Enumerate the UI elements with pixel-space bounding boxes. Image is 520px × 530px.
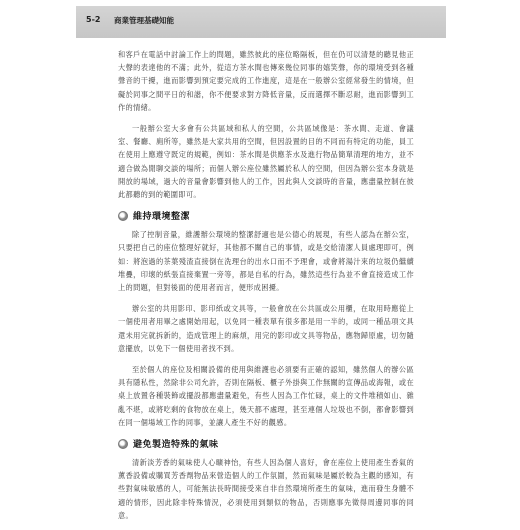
paragraph: 至於個人的座位及相關設備的使用與維護也必須要有正確的認知，雖然個人的辦公區具有隱私性，然除非公司允許，否則在隔板、櫃子外掛與工作無關的宣傳品或海報，或在桌上放置各種裝飾或擺設都應盡量避免，有些人因為工作忙碌，桌上的文件堆積如山、雜亂不堪，或將吃剩的食物放在桌上，幾天都不處理，甚至連個人垃圾也不倒，都會影響到在同一個場域工作的同事，並讓人產生不好的觀感。 — [118, 365, 414, 427]
paragraph: 和客戶在電話中討論工作上的問題，雖然彼此的座位略隔板，但在仍可以清楚的聽見他正大聲的表達他的不滿；此外，從這方茶水間也傳來幾位同事的嬉笑聲，你的環境受到各種聲音的干擾，進而影響到預定要完成的工作進度，這是在一般辦公室經常發生的情境，但礙於同事之間平日的和諧，你不便要求對方降低音量，反而選擇不斷忍耐，進而影響到工作的情緒。 — [118, 50, 414, 112]
section-heading — [118, 437, 414, 450]
paragraph: 除了控制音量，維護辦公環境的整潔舒適也是公德心的展現，有些人認為在辦公室，只要把自己的座位整理好就好，其他都不關自己的事情，或是交給清潔人員處理即可，例如：將泡過的茶葉殘渣直接倒在洗理台的出水口而不予理會，或會將湯汁來的垃圾仍繼續堆疊，印壞的紙張直接棄置一旁等，都是自私的行為，雖然這些行為並不會直接造成工作上的問題，但對後面的使用者而言，便形成困擾。 — [118, 230, 414, 293]
section-title: 維持環境整潔 — [133, 212, 191, 223]
body-text — [118, 48, 414, 530]
circle-bullet-icon — [118, 211, 128, 221]
page-number: 5-2 — [86, 15, 101, 24]
section-heading — [118, 209, 414, 222]
paragraph: 清新淡芳香的氣味使人心曠神怡，有些人因為個人喜好，會在座位上使用產生香氣的薰香設備或購買芳香劑物品來營造個人的工作氛圍，然而氣味是屬於較為主觀的感知，有些對氣味敏感的人，可能無法長時間接受來自非自然環境所產生的氣味，進而發生身體不適的情形，因此除非特殊情況，必須使用到類似的物品，否則應事先徵得周邊同事的同意。 — [118, 458, 414, 520]
page-header — [76, 6, 446, 38]
chapter-title: 商業管理基礎知能 — [114, 16, 174, 25]
paragraph: 辦公室的共用影印、影印紙或文具等，一般會放在公共區或公用櫃，在取用時應從上一個使用者用畢之處開始用起，以免同一種表單有很多都是用一半的，或同一種品項文具還未用完就拆新的，造成管理上的麻煩，用完的影印或文具等物品，應物歸原處，切勿隨意擺放，以免下一個使用者找不到。 — [118, 304, 414, 353]
circle-bullet-icon — [118, 439, 128, 449]
paragraph: 一般辦公室大多會有公共區域和私人的空間，公共區域像是：茶水間、走道、會議室、餐廳、廁所等，雖然是大家共用的空間，但因設置的目的不同而有特定的功能，員工在使用上應遵守既定的規範，例如：茶水間是供應茶水及進行物品簡單清理的地方，並不適合做為閒聊交談的場所；而個人辦公座位雖然屬於私人的空間，但因為辦公室本身就是開放的場域，過大的音量會影響到他人的工作，因此與人交談時的音量，應盡量控制在彼此都聽的到的範圍即可。 — [118, 124, 414, 200]
section-title: 避免製造特殊的氣味 — [133, 440, 219, 451]
